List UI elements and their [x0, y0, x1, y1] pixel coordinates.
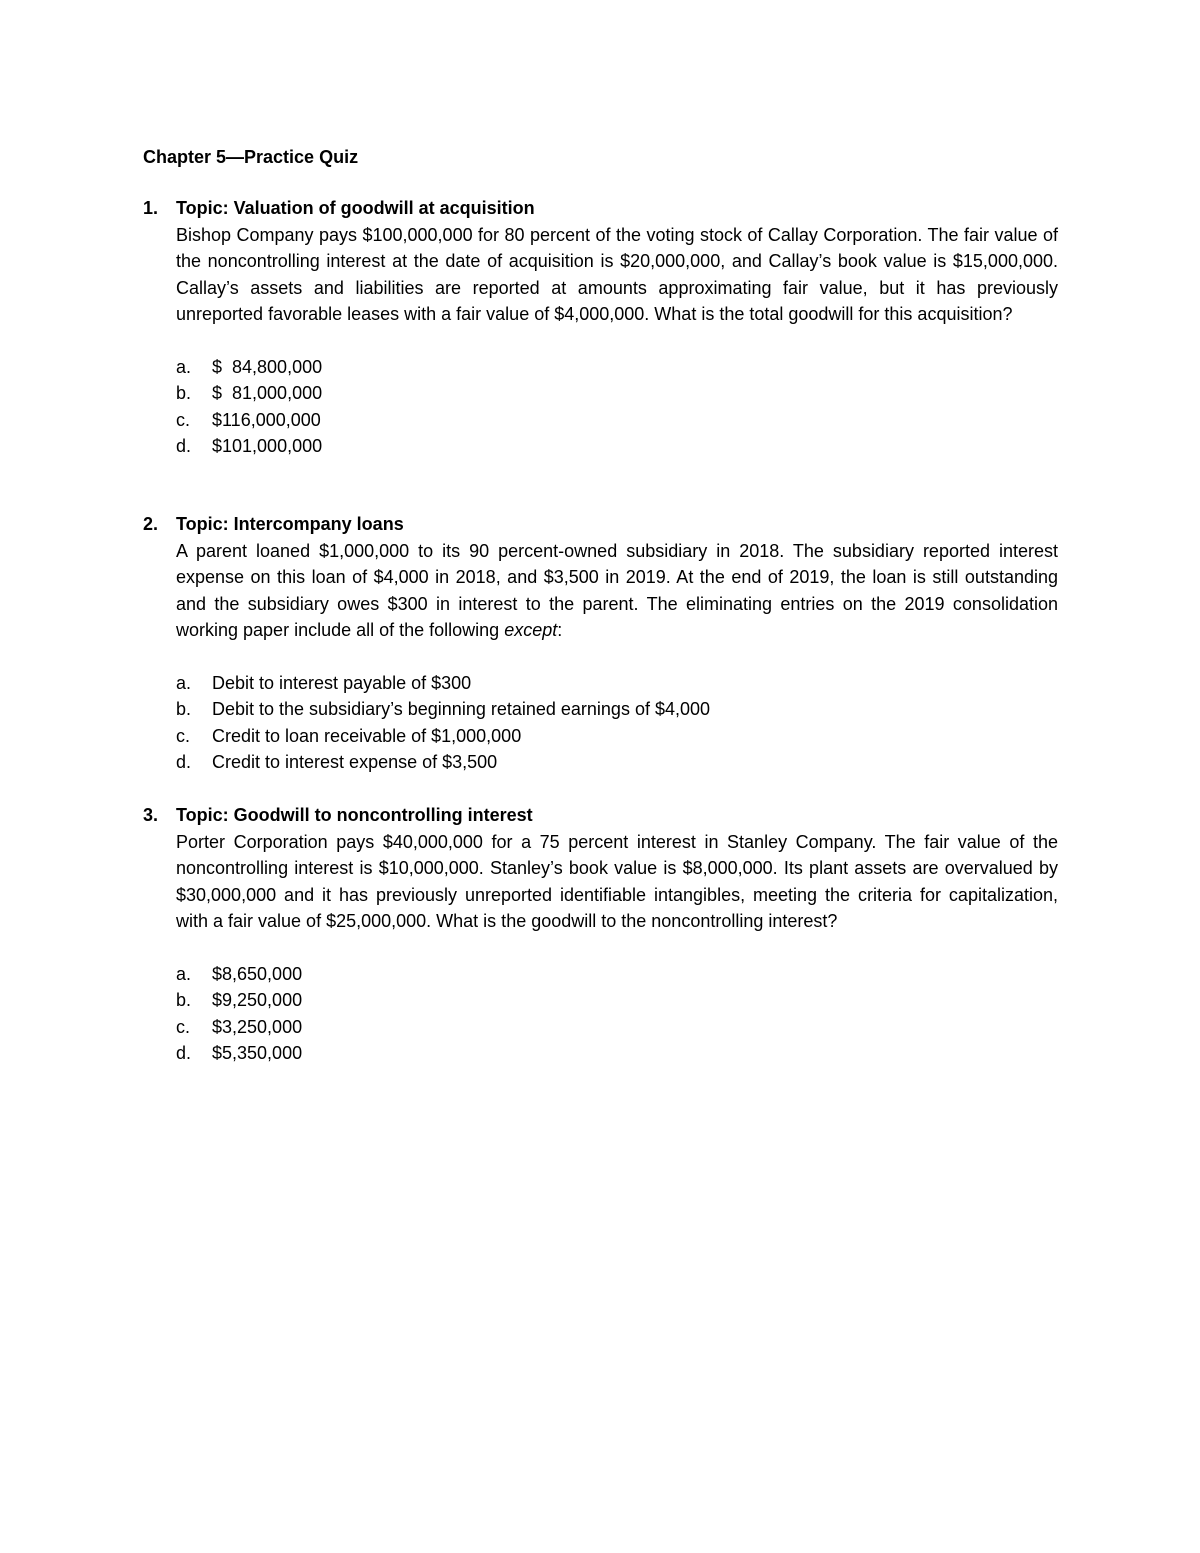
question-stem: Porter Corporation pays $40,000,000 for a 75 percent interest in Stanley Company. The fair value of the noncontrolling interest is $10,000,000. Stanley’s book value is $8,000,000. Its plant assets are overvalued by $30,000,000 and it has previously unreported identifiable intangibles, meeting the criteria for capitalization, with a fair value of $25,000,000. What is the goodwill to the noncontrolling interest? — [176, 831, 1058, 931]
choice-text: Credit to loan receivable of $1,000,000 — [212, 725, 522, 746]
question-stem — [176, 538, 1058, 644]
question-topic: Topic: Valuation of goodwill at acquisition — [176, 198, 535, 218]
answer-choice-a — [176, 354, 1058, 381]
question-header — [143, 195, 1058, 222]
choice-letter: c. — [176, 725, 191, 746]
answer-choices — [176, 961, 1058, 1067]
choice-letter: c. — [176, 409, 191, 430]
document-title: Chapter 5—Practice Quiz — [143, 147, 359, 167]
question-number: 1. — [143, 198, 159, 218]
answer-choice-a — [176, 670, 1058, 697]
choice-text: Credit to interest expense of $3,500 — [212, 752, 498, 772]
choice-text: $ 81,000,000 — [212, 383, 323, 403]
choice-letter: b. — [176, 699, 192, 719]
choice-letter: d. — [176, 752, 192, 772]
question-2 — [143, 511, 1058, 776]
choice-text: $9,250,000 — [212, 990, 303, 1010]
answer-choice-d — [176, 433, 1058, 460]
question-number: 2. — [143, 514, 159, 534]
answer-choice-d — [176, 1040, 1058, 1067]
answer-choice-b — [176, 380, 1058, 407]
answer-choices — [176, 354, 1058, 460]
answer-choices — [176, 670, 1058, 776]
answer-choice-a — [176, 961, 1058, 988]
choice-letter: d. — [176, 436, 192, 456]
question-topic: Topic: Intercompany loans — [176, 514, 404, 534]
question-stem-emphasis: except — [504, 620, 558, 640]
answer-choice-b — [176, 696, 1058, 723]
choice-letter: b. — [176, 990, 192, 1010]
answer-choice-d — [176, 749, 1058, 776]
question-stem-end: : — [557, 620, 563, 640]
question-3 — [143, 802, 1058, 1067]
choice-text: $5,350,000 — [212, 1043, 303, 1063]
answer-choice-b — [176, 987, 1058, 1014]
choice-letter: c. — [176, 1016, 191, 1037]
question-header — [143, 802, 1058, 829]
answer-choice-c — [176, 723, 1058, 750]
choice-text: $101,000,000 — [212, 436, 323, 456]
question-stem-text: A parent loaned $1,000,000 to its 90 percent-owned subsidiary in 2018. The subsidiary reported interest expense on this loan of $4,000 in 2018, and $3,500 in 2019. At the end of 2019, the loan is still outstanding and the subsidiary owes $300 in interest to the parent. The eliminating entries on the 2019 consolidation working paper include all of the following — [176, 540, 1058, 640]
choice-letter: d. — [176, 1043, 192, 1063]
question-1 — [143, 195, 1058, 460]
choice-letter: b. — [176, 383, 192, 403]
question-stem: Bishop Company pays $100,000,000 for 80 percent of the voting stock of Callay Corporation. The fair value of the noncontrolling interest at the date of acquisition is $20,000,000, and Callay’s book value is $15,000,000. Callay’s assets and liabilities are reported at amounts approximating fair value, but it has previously unreported favorable leases with a fair value of $4,000,000. What is the total goodwill for this acquisition? — [176, 224, 1058, 324]
question-header — [143, 511, 1058, 538]
question-number: 3. — [143, 805, 159, 825]
answer-choice-c — [176, 407, 1058, 434]
choice-letter: a. — [176, 672, 192, 693]
choice-letter: a. — [176, 963, 192, 984]
choice-text: $ 84,800,000 — [212, 356, 323, 377]
question-topic: Topic: Goodwill to noncontrolling interest — [176, 805, 533, 825]
answer-choice-c — [176, 1014, 1058, 1041]
choice-text: $8,650,000 — [212, 963, 303, 984]
choice-text: $3,250,000 — [212, 1016, 303, 1037]
choice-text: $116,000,000 — [212, 409, 321, 430]
choice-text: Debit to the subsidiary’s beginning retained earnings of $4,000 — [212, 699, 711, 719]
choice-text: Debit to interest payable of $300 — [212, 672, 472, 693]
choice-letter: a. — [176, 356, 192, 377]
